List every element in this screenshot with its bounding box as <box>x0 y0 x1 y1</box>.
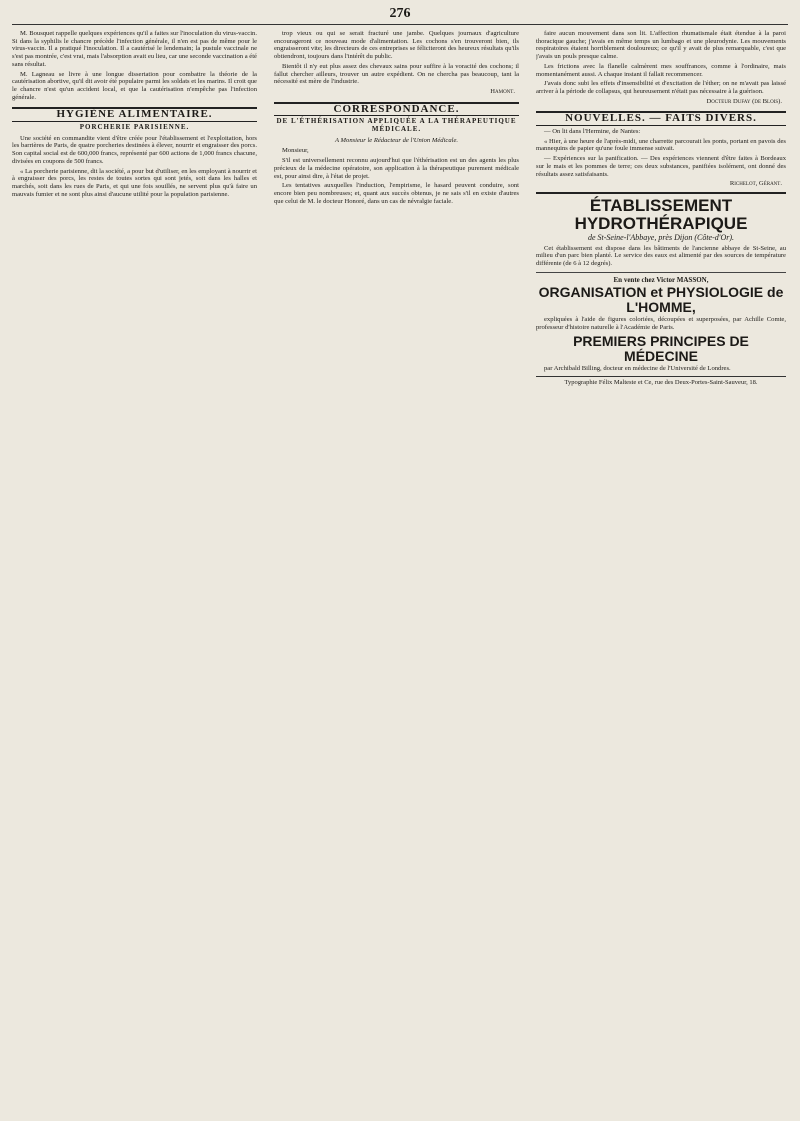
column-middle <box>274 30 519 1100</box>
ad-organisation-title: ORGANISATION et PHYSIOLOGIE de L'HOMME, <box>538 284 784 316</box>
paragraph: Les tentatives auxquelles l'induction, l'empirisme, le hasard peuvent conduire, sont encore bien peu nombreuses; et, quant aux succès obtenus, je ne sais s'il en existe d'autres que celui de M. le docteur Honoré, dans un cas de névralgie faciale. <box>274 182 519 205</box>
signature-dufay: Docteur Dufay (de Blois). <box>706 97 782 105</box>
paragraph: Monsieur, <box>282 147 309 155</box>
ad-principes-text: par Archibald Billing, docteur en médecine de l'Université de Londres. <box>544 364 731 372</box>
ad-hydrotherapique-text: Cet établissement est dispose dans les bâtiments de l'ancienne abbaye de St-Seine, au milieu d'un parc bien planté. Le service des eaux est alimenté par des sources de température différente (de 6 à 12 degrés). <box>536 244 786 268</box>
subsection-porcherie: PORCHERIE PARISIENNE. <box>79 123 190 132</box>
paragraph: — Expériences sur la panification. — Des expériences viennent d'être faites à Bordeaux sur le mais et les pommes de terre; ces deux substances, panifiées isolément, ont donné des résultats assez satisfaisants. <box>536 155 786 178</box>
paragraph: J'avais donc subi les effets d'insensibilité et d'excitation de l'éther; on ne m'avait pas laissé arriver à la période de collapsus, qui heureusement n'était pas nécessaire à la guérison. <box>536 80 786 95</box>
ad-hydrotherapique-location: de St-Seine-l'Abbaye, près Dijon (Côte-d'Or). <box>587 232 735 242</box>
paragraph: S'il est universellement reconnu aujourd'hui que l'éthérisation est un des agents les plus précieux de la médecine opératoire, son application à la thérapeutique purement médicale est, pour ainsi dire, à l'état de projet. <box>274 157 519 180</box>
ad-principes-title: PREMIERS PRINCIPES DE MÉDECINE <box>573 332 749 364</box>
ad-vente-line: En vente chez Victor MASSON, <box>613 275 709 284</box>
header-rule <box>12 24 788 25</box>
paragraph: — On lit dans l'Hermine, de Nantes: <box>544 128 641 136</box>
imprint-line: Typographie Félix Malteste et Ce, rue des Deux-Portes-Saint-Sauveur, 18. <box>536 376 786 387</box>
paragraph: Les frictions avec la flanelle calmèrent mes souffrances, comme à l'ordinaire, mais momentanément aussi. A chaque instant il fallait recommencer. <box>536 62 786 78</box>
ad-hydrotherapique-title: ÉTABLISSEMENT HYDROTHÉRAPIQUE <box>536 192 786 233</box>
column-right <box>536 30 786 1100</box>
newspaper-page <box>12 6 788 1106</box>
paragraph: trop vieux ou qui se serait fracturé une jambe. Quelques journaux d'agriculture encourageront ce nouveau mode d'alimentation. Les cochons s'en trouveront bien, ils engraisseront vite; les directeurs de ces entreprises se féliciteront des heureux résultats qu'ils obtiendront, toujours dans l'intérêt du public. <box>274 30 519 61</box>
ad-organisation-text: expliquées à l'aide de figures coloriées, découpées et superposées, par Achille Comte, professeur d'histoire naturelle à l'Académie de Paris. <box>536 316 786 332</box>
paragraph: M. Lagneau se livre à une longue dissertation pour combattre la théorie de la cautérisation abortive, qu'il dit avoir été populaire parmi les soldats et les marins. Il croit que le chancre n'est qu'un accident local, et que la cautérisation n'empêche pas l'infection générale. <box>12 70 257 101</box>
signature-hamont: Hamont. <box>490 87 515 95</box>
paragraph: Bientôt il n'y eut plus assez des chevaux sains pour suffire à la voracité des cochons; il fallut chercher ailleurs, trouver un autre expédient. On ne chercha pas beaucoup, tant la nécessité est mère de l'industrie. <box>274 62 519 86</box>
signature-richelot: Richelot, Gérant. <box>729 180 782 188</box>
paragraph: Une société en commandite vient d'être créée pour l'établissement et l'exploitation, hors les barrières de Paris, de quatre porcheries destinées à élever, nourrir et engraisser des porcs. Son capital social est de 600,000 francs, représenté par 600 actions de 1,000 francs chacune, divisées en coupons de 500 francs. <box>12 134 257 165</box>
section-title-correspondance: CORRESPONDANCE. <box>274 102 519 117</box>
section-title-nouvelles: NOUVELLES. — FAITS DIVERS. <box>536 111 786 126</box>
paragraph: « Hier, à une heure de l'après-midi, une charrette parcourait les ponts, portant en pavois des mannequins de papier qu'une foule immense suivait. <box>536 137 786 153</box>
column-left <box>12 30 257 1100</box>
paragraph: « La porcherie parisienne, dit la société, a pour but d'utiliser, en les employant à nourrir et à engraisser des porcs, les restes de toutes sortes qui sont jetés, soit dans les halles et marchés, soit dans les rues de Paris, et qui une fois souillés, ne servent plus qu'à faire un mauvais fumier et ne sont plus ainsi d'aucune utilité pour la population parisienne. <box>12 167 257 198</box>
divider <box>536 272 786 273</box>
subsection-etherisation: DE L'ÉTHÉRISATION APPLIQUÉE A LA THÉRAPEUTIQUE MÉDICALE. <box>276 117 517 134</box>
letter-address: A Monsieur le Rédacteur de l'Union Médicale. <box>334 136 459 144</box>
paragraph: faire aucun mouvement dans son lit. L'affection rhumatismale était étendue à la paroi thoracique gauche; j'avais en même temps un lumbago et une pleurodynie. Les mouvements respiratoires étaient horriblement douloureux; ce qu'il y avait de plus remarquable, c'est que j'avais un pouls presque calme. <box>536 30 786 61</box>
section-title-hygiene: HYGIÈNE ALIMENTAIRE. <box>12 107 257 122</box>
paragraph: M. Bousquet rappelle quelques expériences qu'il a faites sur l'inoculation du virus-vaccin. Si dans la syphilis le chancre précède l'infection générale, il n'en est pas de même pour le virus-vaccin. Il a pratiqué l'inoculation. Il a cautérisé le lendemain; la pustule vaccinale ne s'est pas montrée, c'est vrai, mais l'absorption avait eu lieu, car une seconde vaccination a été sans résultat. <box>12 30 257 68</box>
page-number: 276 <box>389 6 411 21</box>
